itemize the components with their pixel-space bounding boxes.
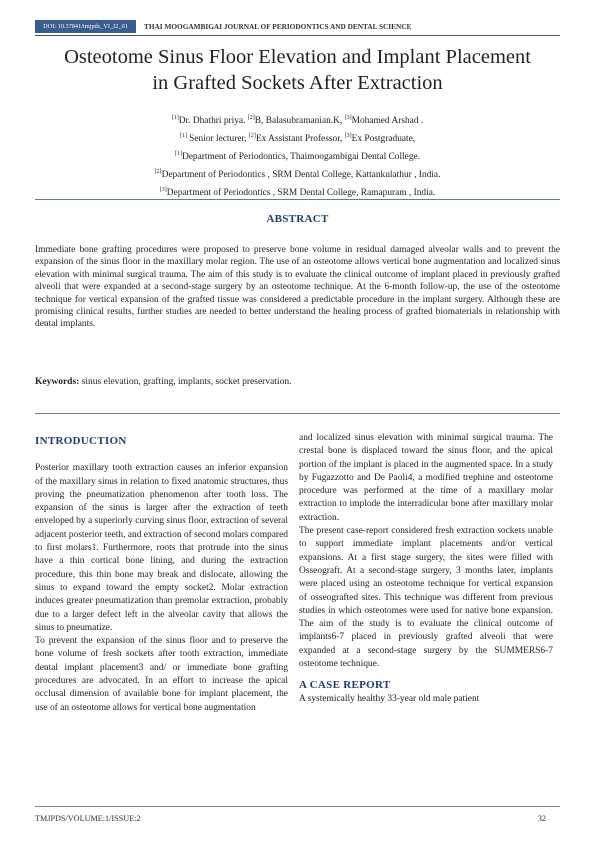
role-marker: [1]: [179, 133, 187, 139]
affiliation-1: [60, 147, 535, 165]
author-name: Dr. Dhathri priya.: [178, 116, 248, 126]
intro-paragraph-3: and localized sinus elevation with minimal surgical trauma. The crestal bone is displaced toward the sinus floor, and the apical portion of the implant is placed in the augmented space. In a study by Fugazzotto and De Paoli4, a modified trephine and osteotome procedure was performed at the time of a maxillary molar extraction to implode the interradicular bone after maxillary molar extraction.: [299, 433, 553, 523]
author-marker: [2]: [247, 115, 255, 121]
author-roles: [60, 129, 535, 147]
title-line-2: in Grafted Sockets After Extraction: [152, 72, 443, 94]
abstract-text: Immediate bone grafting procedures were proposed to preserve bone volume in residual damaged alveolar walls and to prevent the expansion of the sinus floor in the maxillary molar region. The use of an osteotome allows vertical bone augmentation and localized sinus elevation with minimal surgical trauma. The aim of this study is to evaluate the clinical outcome of implant placed in previously grafted alveoli that were expanded at a second-stage surgery by an osteotome technique. At the 6-month follow-up, the use of the osteotome technique for vertical expansion of the grafted tissue was considered a predictable procedure in the implant surgery. Although these are promising clinical results, further studies are needed to better understand the healing process of grafted biomaterials in relationship with dental implants.: [35, 245, 560, 330]
affiliation-text: Department of Periodontics , SRM Dental College, Ramapuram , India.: [166, 188, 436, 198]
affiliation-text: Department of Periodontics , SRM Dental College, Kattankulathur , India.: [161, 170, 441, 180]
intro-paragraph-2: To prevent the expansion of the sinus floor and to preserve the bone volume of fresh sockets after tooth extraction, immediate dental implant placement3 and/ or immediate bone grafting procedures are advocated. In an effort to increase the apical occlusal dimension of available bone for implant placement, the use of an osteotome allows for vertical bone augmentation: [35, 636, 288, 713]
journal-name: THAI MOOGAMBIGAI JOURNAL OF PERIODONTICS AND DENTAL SCIENCE: [144, 22, 412, 31]
author-role: Ex Postgraduate,: [351, 134, 416, 144]
role-marker: [2]: [248, 133, 256, 139]
affiliation-2: [60, 165, 535, 183]
header-divider: [35, 35, 560, 36]
author-role: Senior lecturer,: [186, 134, 249, 144]
affiliation-marker: [1]: [174, 151, 182, 157]
introduction-heading: INTRODUCTION: [35, 435, 127, 447]
page-number: 32: [537, 814, 546, 823]
abstract-divider: [35, 199, 560, 200]
author-marker: [3]: [344, 115, 352, 121]
title-line-1: Osteotome Sinus Floor Elevation and Implant Placement: [64, 46, 531, 68]
affiliation-marker: [3]: [159, 187, 167, 193]
section-divider: [35, 413, 560, 414]
left-column: [35, 435, 288, 715]
keywords-list: sinus elevation, grafting, implants, socket preservation.: [79, 377, 292, 387]
affiliation-text: Department of Periodontics, Thaimoogambigai Dental College.: [181, 152, 421, 162]
abstract-heading: ABSTRACT: [266, 213, 329, 225]
doi-badge[interactable]: DOI: 10.37841/tmjpds_VI_I2_01: [35, 20, 136, 33]
affiliation-marker: [2]: [154, 169, 162, 175]
role-marker: [3]: [344, 133, 352, 139]
author-name: Mohamed Arshad .: [351, 116, 424, 126]
case-report-heading: A CASE REPORT: [299, 679, 391, 692]
author-names: [60, 111, 535, 129]
journal-header: [35, 20, 560, 34]
intro-paragraph-4: The present case-report considered fresh extraction sockets unable to support immediate implant placements and/or vertical expansions. At a first stage surgery, the sites were filled with Osseograft. At a second-stage surgery, 3 months later, implants were placed using an osteotome technique for vertical expansion of osseografted sites. This technique was different from previous studies in which osteotomes were used for native bone expansion. The aim of the study is to evaluate the clinical outcome of implants6-7 placed in previously grafted alveoli that were expanded at a second-stage surgery by the SUMMERS6-7 osteotome technique.: [299, 526, 553, 670]
keywords-label: Keywords:: [35, 377, 80, 387]
intro-paragraph-1: Posterior maxillary tooth extraction causes an inferior expansion of the maxillary sinus in relation to fixed anatomic structures, thus proving the pneumatization phenomenon after tooth loss. The expansion of the sinus is larger after the extraction of teeth enveloped by a superiorly curving sinus floor, extraction of several adjacent posterior teeth, and extraction of second molars compared to first molars1. Furthermore, roots that protrude into the sinus have a thin cortical bone lining, and during the extraction procedure, this thin bone may break and dislocate, allowing the sinus to expand toward the empty socket2. Molar extraction induces greater pneumatization than premolar extraction, probably due to a larger defect left in the alveolar cavity that allows the sinus to pneumatize.: [35, 463, 288, 633]
article-title: [20, 44, 575, 96]
footer-divider: [35, 806, 560, 807]
footer-volume: TMJPDS/VOLUME:1/ISSUE:2: [35, 814, 141, 823]
author-role: Ex Assistant Professor,: [255, 134, 345, 144]
author-block: [60, 111, 535, 201]
author-marker: [1]: [171, 115, 179, 121]
author-name: B, Balasubramanian.K,: [254, 116, 345, 126]
right-column: [299, 432, 553, 706]
keywords: [35, 376, 560, 388]
case-report-paragraph: A systemically healthy 33-year old male patient: [299, 693, 480, 704]
